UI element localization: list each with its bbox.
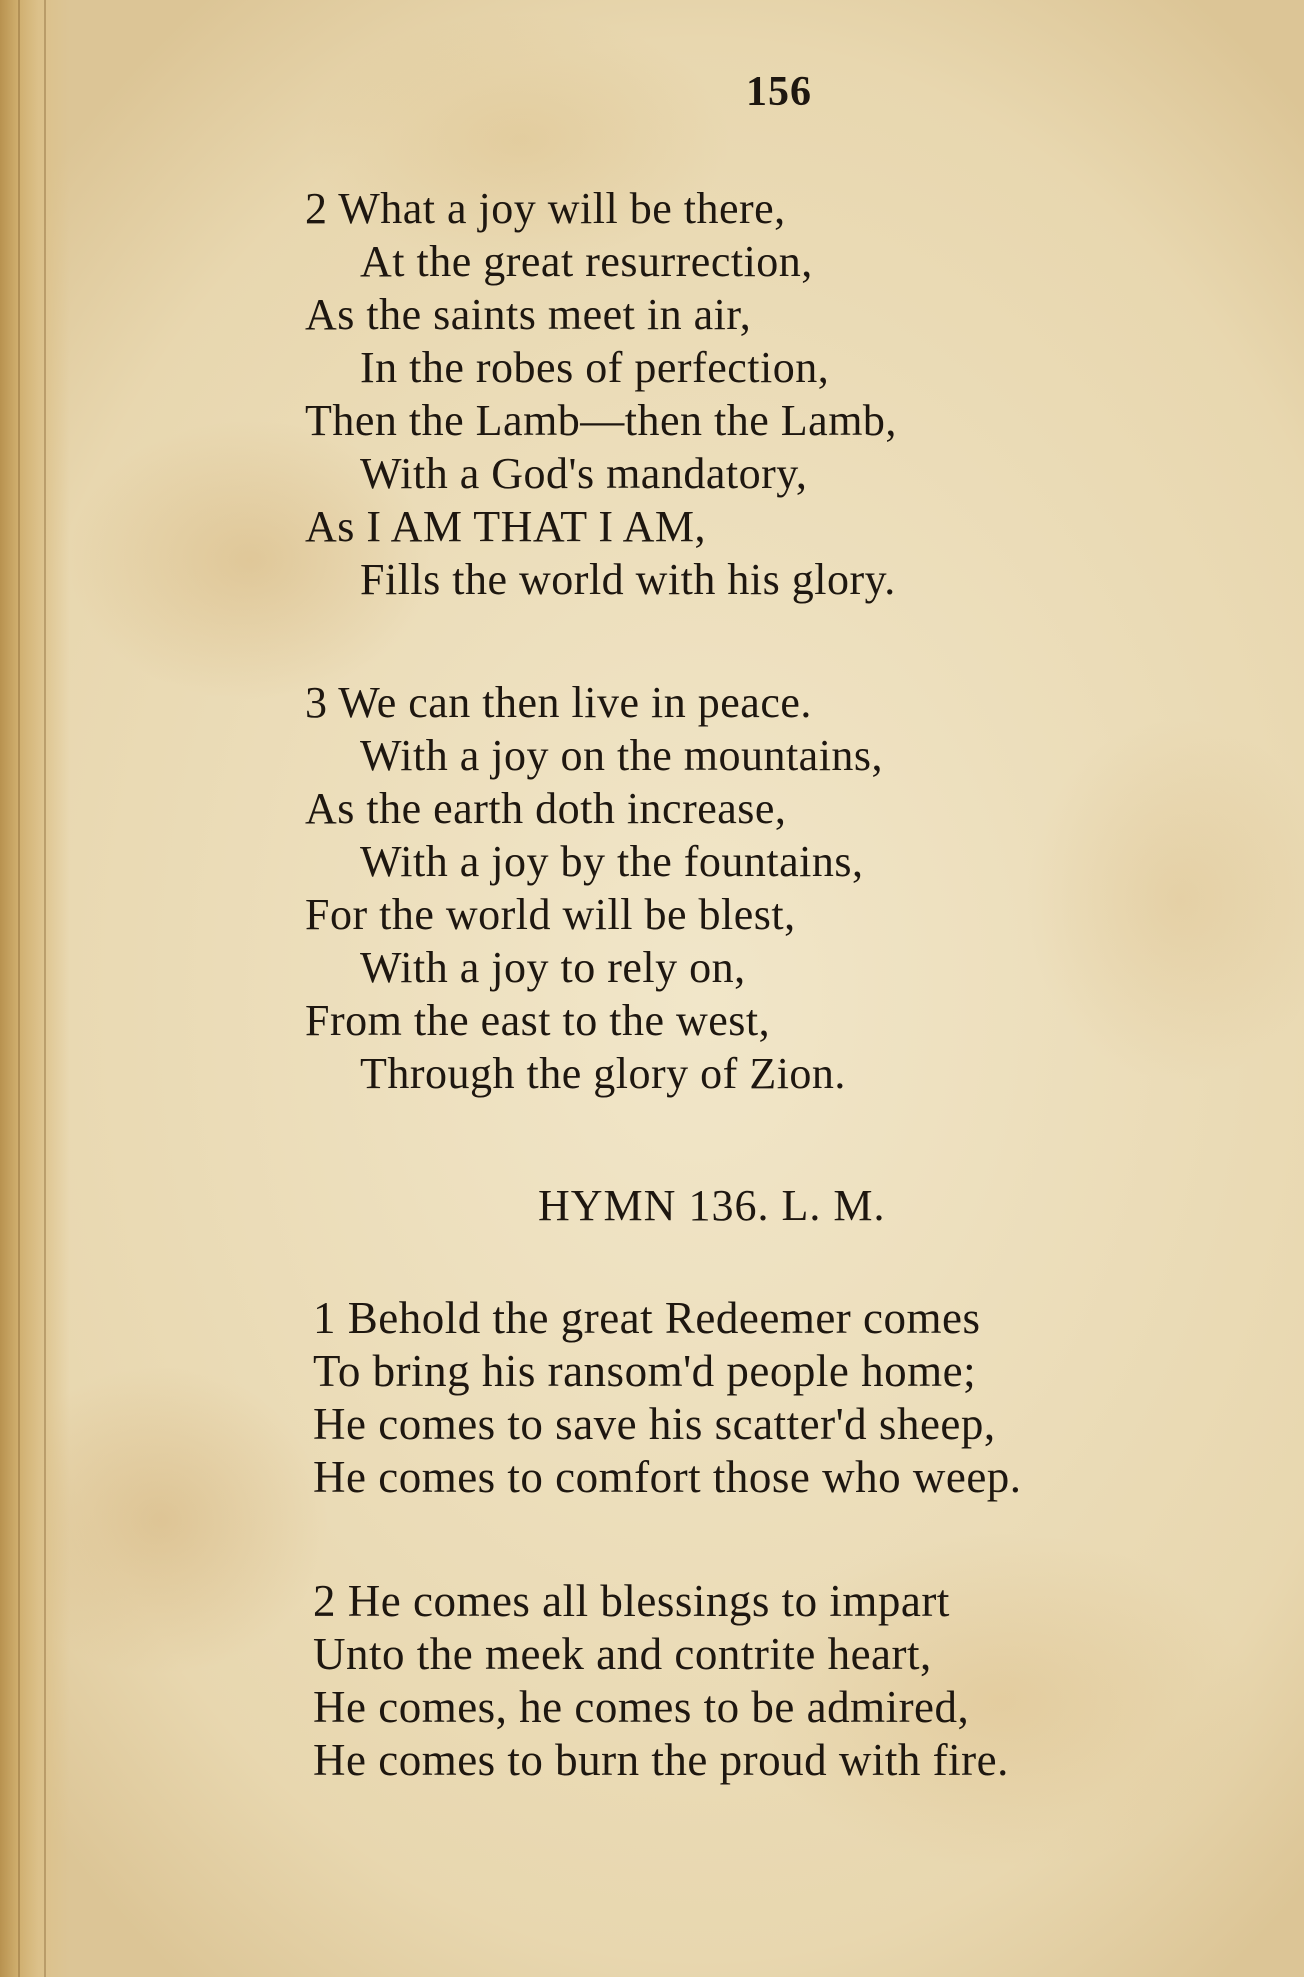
stanza-line: As the earth doth increase, — [305, 784, 787, 833]
stanza-line: 3 We can then live in peace. — [305, 678, 812, 727]
page-spine-shadow — [0, 0, 70, 1977]
stanza-line: He comes to burn the proud with fire. — [313, 1735, 1009, 1785]
hymn-title: HYMN 136. L. M. — [538, 1181, 886, 1230]
spine-crease — [18, 0, 20, 1977]
stanza-line: He comes to comfort those who weep. — [313, 1452, 1022, 1502]
stanza-line: At the great resurrection, — [360, 237, 813, 286]
hymn-stanza-2 — [313, 1575, 1009, 1787]
stanza-line: As the saints meet in air, — [305, 290, 752, 339]
stanza-line: Fills the world with his glory. — [360, 555, 896, 604]
page-number: 156 — [746, 69, 812, 115]
stanza-3 — [305, 676, 883, 1100]
stanza-line: Then the Lamb—then the Lamb, — [305, 396, 897, 445]
stanza-line: 1 Behold the great Redeemer comes — [313, 1293, 981, 1343]
stanza-line: With a God's mandatory, — [360, 449, 808, 498]
stanza-line: As I AM THAT I AM, — [305, 502, 706, 551]
stanza-line: With a joy by the fountains, — [360, 837, 864, 886]
stanza-line: With a joy to rely on, — [360, 943, 746, 992]
stanza-line: Through the glory of Zion. — [360, 1049, 846, 1098]
spine-crease — [44, 0, 46, 1977]
stanza-line: For the world will be blest, — [305, 890, 796, 939]
stanza-line: Unto the meek and contrite heart, — [313, 1629, 932, 1679]
stanza-line: With a joy on the mountains, — [360, 731, 884, 780]
stanza-2 — [305, 182, 897, 606]
stanza-line: 2 What a joy will be there, — [305, 184, 786, 233]
stanza-line: He comes, he comes to be admired, — [313, 1682, 970, 1732]
stanza-line: From the east to the west, — [305, 996, 771, 1045]
stanza-line: 2 He comes all blessings to impart — [313, 1576, 950, 1626]
hymn-stanza-1 — [313, 1292, 1022, 1504]
stanza-line: In the robes of perfection, — [360, 343, 830, 392]
stanza-line: He comes to save his scatter'd sheep, — [313, 1399, 996, 1449]
stanza-line: To bring his ransom'd people home; — [313, 1346, 977, 1396]
